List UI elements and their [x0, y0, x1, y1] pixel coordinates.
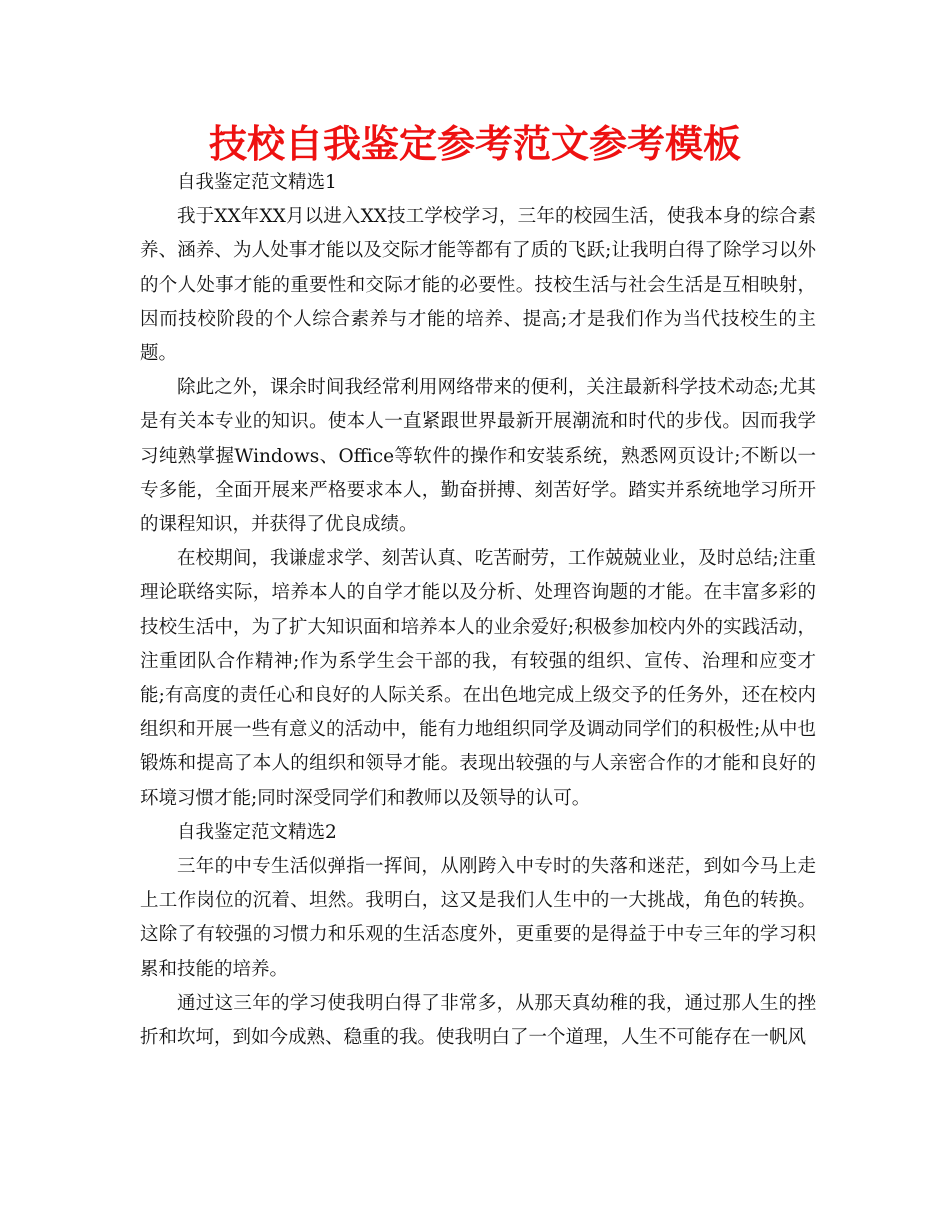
paragraph: 三年的中专生活似弹指一挥间，从刚跨入中专时的失落和迷茫，到如今马上走上工作岗位的沉着、坦然。我明白，这又是我们人生中的一大挑战，角色的转换。这除了有较强的习惯力和乐观的生活态度外，更重要的是得益于中专三年的学习积累和技能的培养。 [140, 856, 816, 980]
section-heading-1: 自我鉴定范文精选1 [177, 172, 337, 193]
section-heading-2: 自我鉴定范文精选2 [177, 821, 337, 843]
paragraph: 通过这三年的学习使我明白得了非常多，从那天真幼稚的我，通过那人生的挫折和坎坷，到如今成熟、稳重的我。使我明白了一个道理，人生不可能存在一帆风 [140, 992, 816, 1049]
document-title: 技校自我鉴定参考范文参考模板 [208, 122, 741, 166]
paragraph: 在校期间，我谦虚求学、刻苦认真、吃苦耐劳，工作兢兢业业，及时总结;注重理论联络实际，培养本人的自学才能以及分析、处理咨询题的才能。在丰富多彩的技校生活中，为了扩大知识面和培养本人的业余爱好;积极参加校内外的实践活动，注重团队合作精神;作为系学生会干部的我，有较强的组织、宣传、治理和应变才能;有高度的责任心和良好的人际关系。在出色地完成上级交予的任务外，还在校内组织和开展一些有意义的活动中，能有力地组织同学及调动同学们的积极性;从中也锻炼和提高了本人的组织和领导才能。表现出较强的与人亲密合作的才能和良好的环境习惯才能;同时深受同学们和教师以及领导的认可。 [140, 548, 816, 809]
paragraph: 我于XX年XX月以进入XX技工学校学习，三年的校园生活，使我本身的综合素养、涵养、为人处事才能以及交际才能等都有了质的飞跃;让我明白得了除学习以外的个人处事才能的重要性和交际才能的必要性。技校生活与社会生活是互相映射，因而技校阶段的个人综合素养与才能的培养、提高;才是我们作为当代技校生的主题。 [140, 206, 816, 365]
paragraph: 除此之外，课余时间我经常利用网络带来的便利，关注最新科学技术动态;尤其是有关本专业的知识。使本人一直紧跟世界最新开展潮流和时代的步伐。因而我学习纯熟掌握Windows、Office等软件的操作和安装系统，熟悉网页设计;不断以一专多能，全面开展来严格要求本人，勤奋拼搏、刻苦好学。踏实并系统地学习所开的课程知识，并获得了优良成绩。 [140, 377, 816, 536]
document-body [140, 166, 816, 1055]
